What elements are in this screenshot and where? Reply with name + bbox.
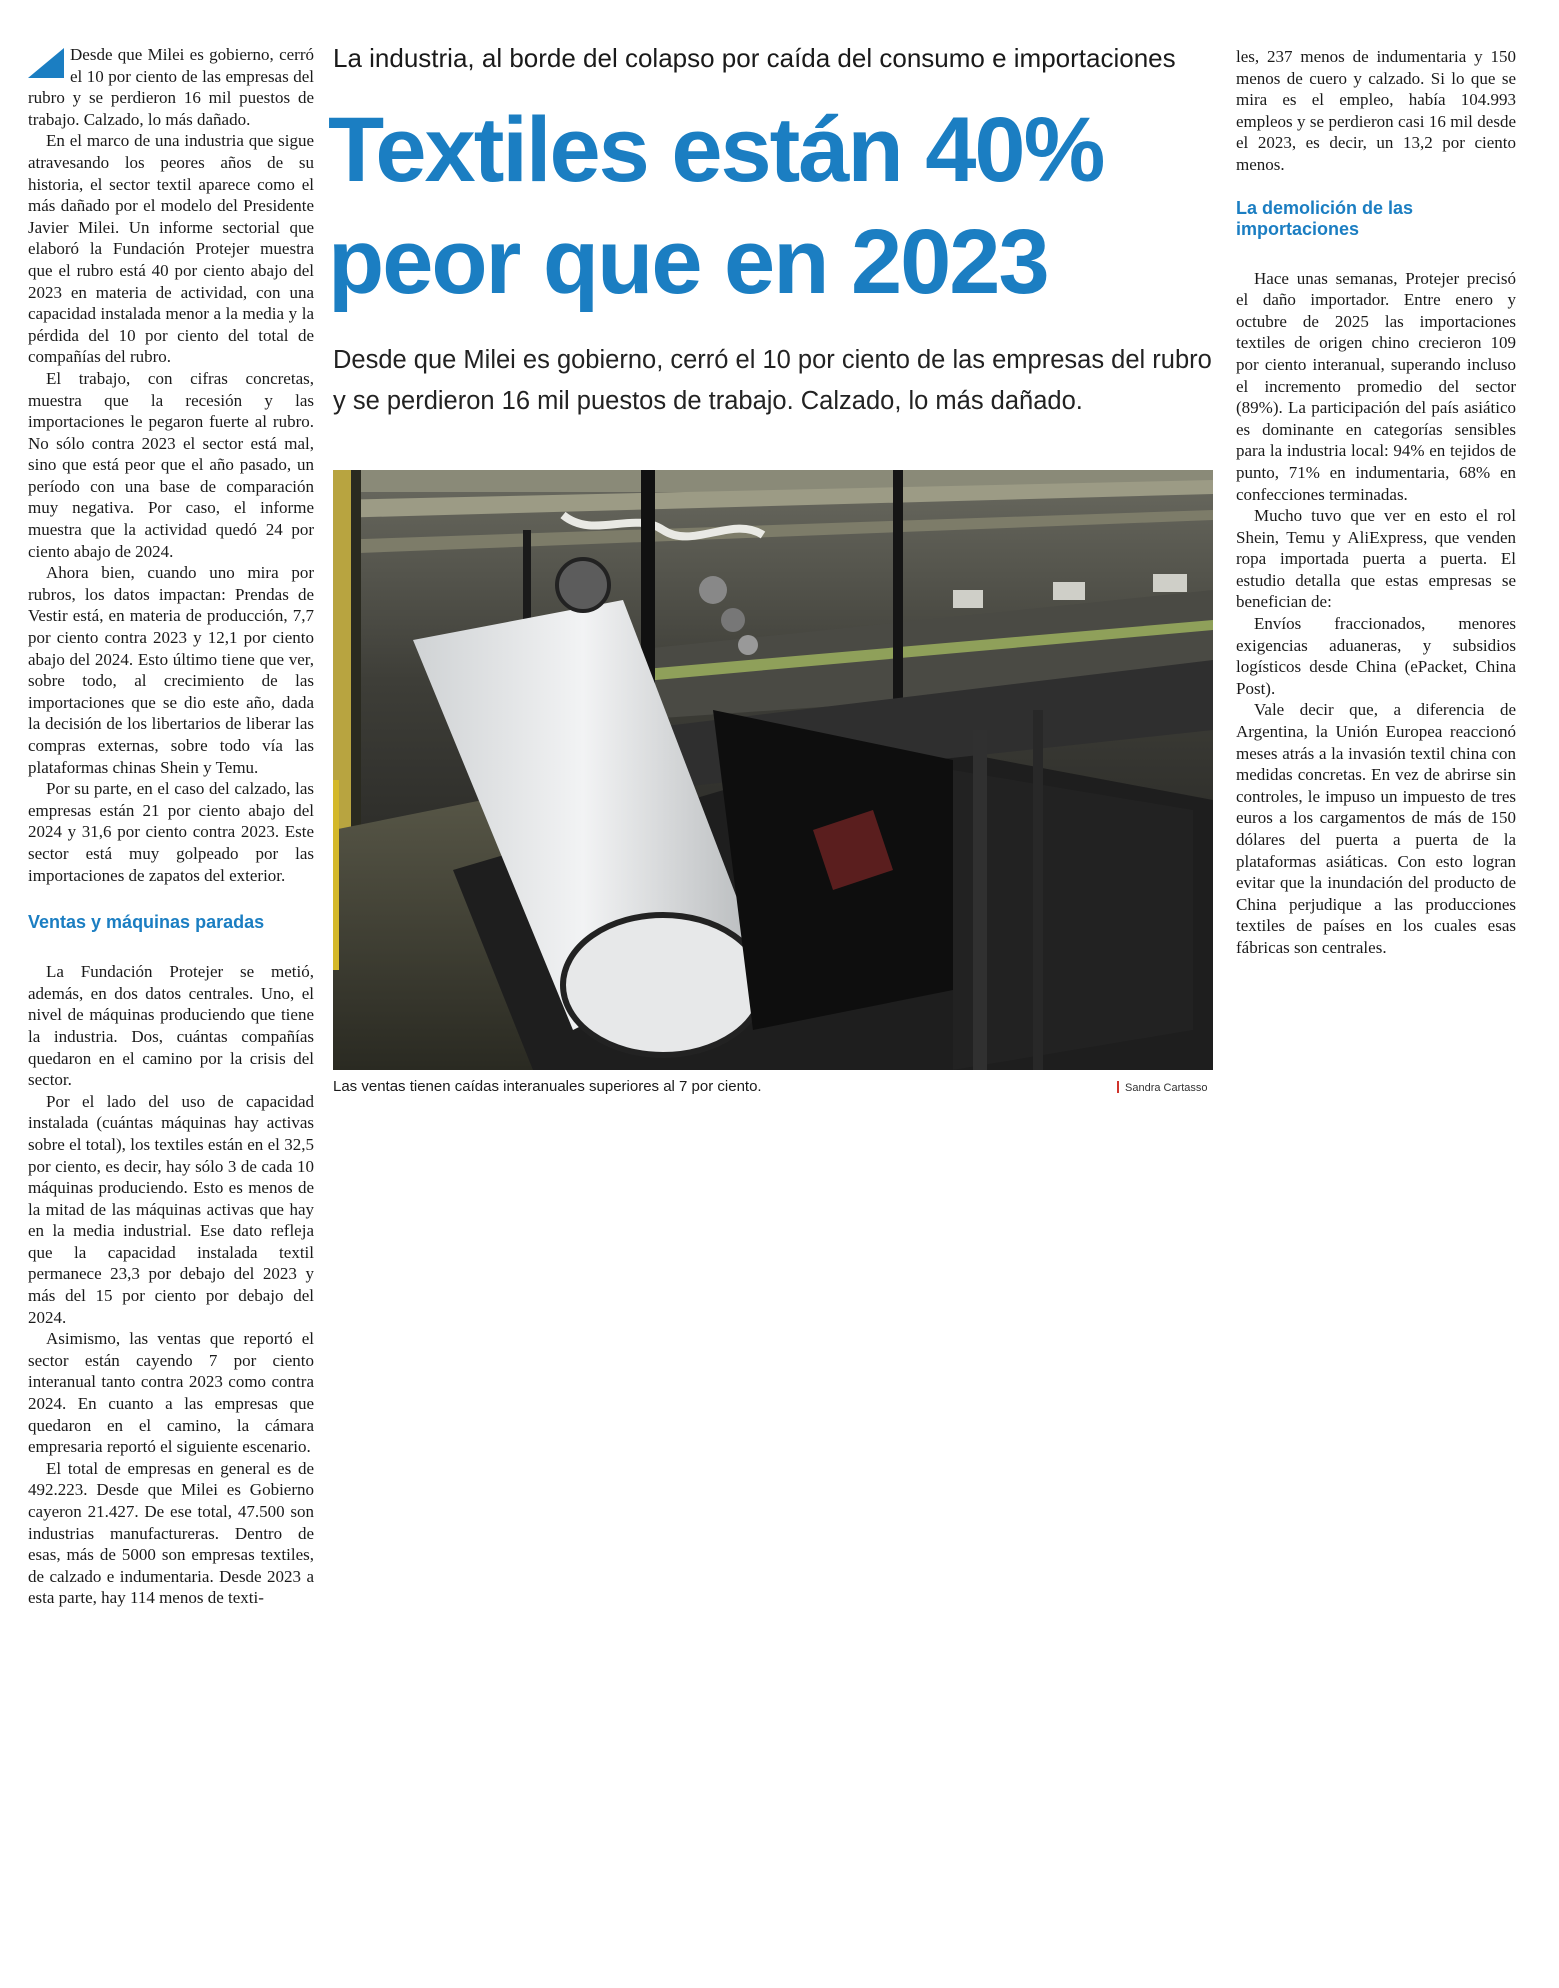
subhead-ventas-maquinas: Ventas y máquinas paradas <box>28 912 265 933</box>
body-paragraph: El trabajo, con cifras concretas, muestra que la recesión y las importaciones le pegaron fuerte al rubro. No sólo contra 2023 el sector está mal, sino que está peor que el año pasado, un período con una base de comparación muy negativa. Por caso, el informe muestra que la actividad quedó 24 por ciento abajo de 2024. <box>28 368 314 561</box>
credit-mark <box>1117 1081 1119 1093</box>
photo-credit-text: Sandra Cartasso <box>1125 1082 1208 1094</box>
photo-credit <box>1117 1081 1217 1094</box>
body-paragraph: El total de empresas en general es de 492.223. Desde que Milei es Gobierno cayeron 21.427. De ese total, 47.500 son industrias manufactureras. Dentro de esas, más de 5000 son empresas textiles, de calzado e indumentaria. Desde 2023 a esta parte, hay 114 menos de texti- <box>28 1458 314 1608</box>
headline-line-1: Textiles están 40% <box>328 99 1104 201</box>
body-paragraph: Mucho tuvo que ver en esto el rol Shein, Temu y AliExpress, que venden ropa importada puerta a puerta. El estudio detalla que estas empresas se benefician de: <box>1236 506 1516 612</box>
body-paragraph: Asimismo, las ventas que reportó el sector están cayendo 7 por ciento interanual tanto contra 2023 como contra 2024. En cuanto a las empresas que quedaron en el camino, la cámara empresaria reportó el siguiente escenario. <box>28 1329 314 1457</box>
body-paragraph: les, 237 menos de indumentaria y 150 menos de cuero y calzado. Si lo que se mira es el empleo, había 104.993 empleos y se perdieron casi 16 mil desde el 2023, es decir, un 13,2 por ciento menos. <box>1236 47 1516 174</box>
section-corner-mark <box>28 48 64 78</box>
photo-caption: Las ventas tienen caídas interanuales superiores al 7 por ciento. <box>333 1078 762 1095</box>
body-paragraph: Envíos fraccionados, menores exigencias aduaneras, y subsidios logísticos desde China (ePacket, China Post). <box>1236 614 1516 698</box>
body-paragraph: Vale decir que, a diferencia de Argentina, la Unión Europea reaccionó meses atrás a la invasión textil china con medidas concretas. En vez de abrirse sin controles, le impuso un impuesto de tres euros a los cargamentos de más de 150 dólares del puerta a puerta de la plataformas asiáticas. Con esto logran evitar que la inundación del producto de China perjudique a las producciones textiles de países en los cuales esas fábricas son centrales. <box>1236 700 1516 957</box>
body-paragraph: Ahora bien, cuando uno mira por rubros, los datos impactan: Prendas de Vestir está, en materia de producción, 7,7 por ciento contra 2023 y 12,1 por ciento abajo del 2024. Esto último tiene que ver, sobre todo, al crecimiento de las importaciones que se dio este año, dada la decisión de los libertarios de liberar las compras externas, sobre todo vía las plataformas chinas Shein y Temu. <box>28 563 314 777</box>
kicker: La industria, al borde del colapso por caída del consumo e importaciones <box>333 43 1176 73</box>
factory-loom-photo <box>333 470 1213 1070</box>
body-paragraph: En el marco de una industria que sigue atravesando los peores años de su historia, el sector textil aparece como el más dañado por el modelo del Presidente Javier Milei. Un informe sectorial que elaboró la Fundación Protejer muestra que el rubro está 40 por ciento abajo del 2023 en materia de actividad, con una capacidad instalada menor a la media y la pérdida del 10 por ciento del total de compañías del rubro. <box>28 131 314 367</box>
deck: Desde que Milei es gobierno, cerró el 10 por ciento de las empresas del rubro y se perdieron 16 mil puestos de trabajo. Calzado, lo más dañado. <box>333 346 1212 415</box>
left-column <box>28 44 314 1609</box>
lead-paragraph: Desde que Milei es gobierno, cerró el 10 por ciento de las empresas del rubro y se perdieron 16 mil puestos de trabajo. Calzado, lo más dañado. <box>28 45 314 129</box>
headline-line-2: peor que en 2023 <box>328 211 1048 313</box>
body-paragraph: Hace unas semanas, Protejer precisó el daño importador. Entre enero y octubre de 2025 las importaciones textiles de origen chino crecieron 109 por ciento interanual, superando incluso el incremento promedio del sector (89%). La participación del país asiático es dominante en categorías sensibles para la industria local: 94% en tejidos de punto, 71% en indumentaria, 68% en confecciones terminadas. <box>1236 268 1516 504</box>
subhead-demolicion-importaciones: La demolición de las importaciones <box>1236 197 1414 239</box>
body-paragraph: La Fundación Protejer se metió, además, en dos datos centrales. Uno, el nivel de máquinas produciendo que tiene la industria. Dos, cuántas compañías quedaron en el camino por la crisis del sector. <box>28 962 314 1090</box>
right-column <box>1236 46 1516 959</box>
headline <box>328 94 1208 318</box>
body-paragraph: Por su parte, en el caso del calzado, las empresas están 21 por ciento abajo del 2024 y 31,6 por ciento contra 2023. Este sector está muy golpeado por las importaciones de zapatos del exterior. <box>28 779 314 885</box>
body-paragraph: Por el lado del uso de capacidad instalada (cuántas máquinas hay activas sobre el total), los textiles están en el 32,5 por ciento, es decir, hay sólo 3 de cada 10 máquinas produciendo. Esto es menos de la mitad de las máquinas activas que hay en la media industrial. Ese dato refleja que la capacidad instalada textil permanece 23,3 por debajo del 2023 y más del 15 por ciento por debajo del 2024. <box>28 1091 314 1327</box>
loom-illustration <box>333 470 1213 1070</box>
